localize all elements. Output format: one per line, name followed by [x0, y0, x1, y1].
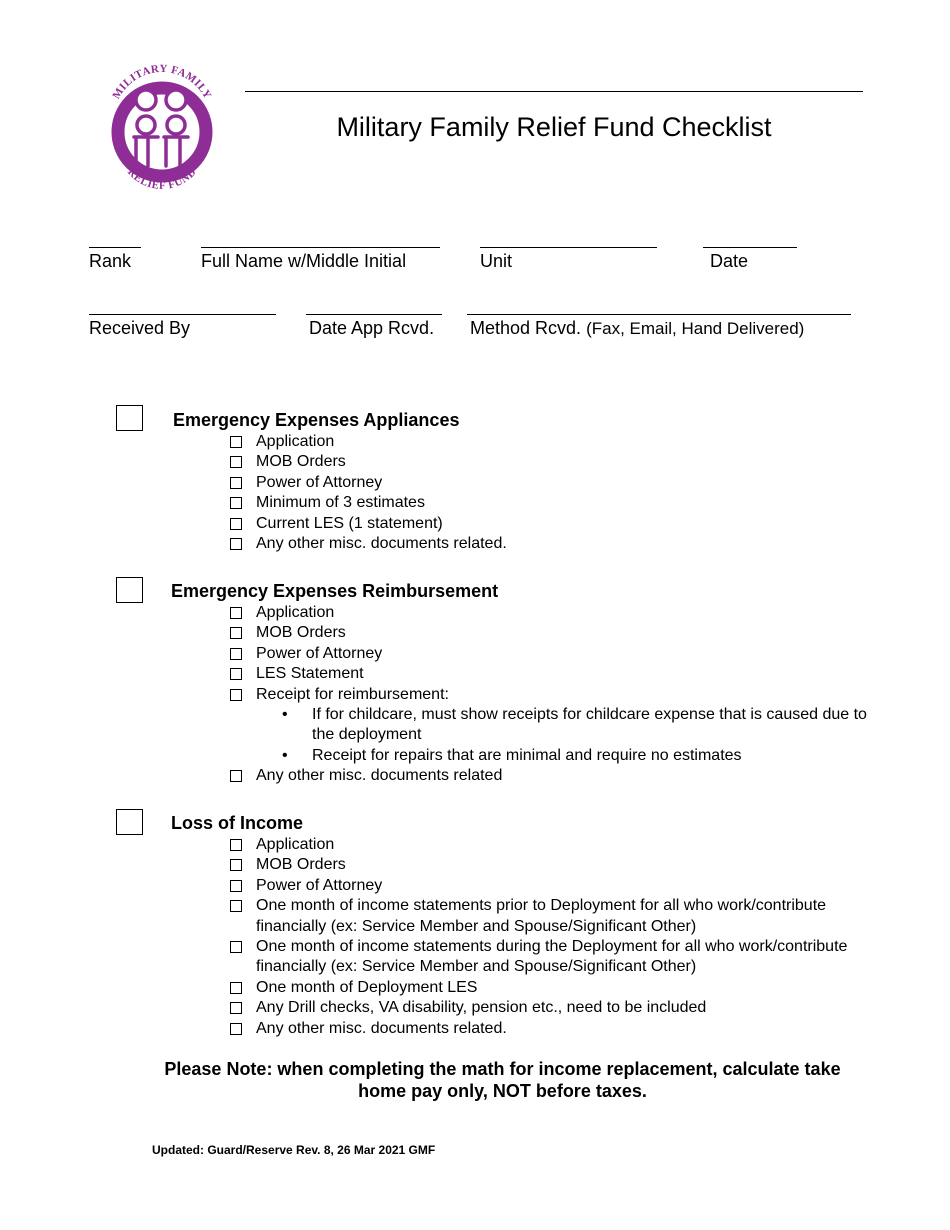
checklist-items [230, 603, 870, 787]
sub-list-item: • If for childcare, must show receipts for childcare expense that is caused due to the deployment [230, 705, 870, 746]
item-checkbox[interactable] [230, 607, 242, 619]
list-item: Current LES (1 statement) [230, 514, 870, 534]
header-rule [245, 91, 863, 92]
list-item: Any other misc. documents related [230, 766, 870, 786]
list-item: Power of Attorney [230, 473, 870, 493]
list-item: Any Drill checks, VA disability, pension etc., need to be included [230, 998, 870, 1018]
item-checkbox[interactable] [230, 880, 242, 892]
item-checkbox[interactable] [230, 900, 242, 912]
received-by-label: Received By [89, 318, 191, 338]
full-name-field[interactable] [201, 247, 440, 272]
list-item: LES Statement [230, 664, 870, 684]
item-checkbox[interactable] [230, 436, 242, 448]
item-checkbox[interactable] [230, 477, 242, 489]
method-rcvd-options: (Fax, Email, Hand Delivered) [586, 319, 805, 338]
page-title: Military Family Relief Fund Checklist [336, 112, 772, 142]
list-item: One month of Deployment LES [230, 978, 870, 998]
item-checkbox[interactable] [230, 518, 242, 530]
section-checkbox[interactable] [116, 809, 143, 835]
list-item: Receipt for reimbursement: [230, 685, 870, 705]
method-rcvd-text: Method Rcvd. [470, 318, 582, 338]
date-app-rcvd-label: Date App Rcvd. [309, 318, 435, 338]
section-title: Emergency Expenses Appliances [173, 410, 460, 430]
list-item: One month of income statements prior to Deployment for all who work/contribute financially (ex: Service Member and Spouse/Significant Other) [230, 896, 870, 937]
section-title: Emergency Expenses Reimbursement [171, 581, 499, 601]
unit-field[interactable] [480, 247, 657, 272]
list-item: Any other misc. documents related. [230, 534, 870, 554]
item-checkbox[interactable] [230, 538, 242, 550]
method-rcvd-label [467, 318, 851, 339]
please-note: Please Note: when completing the math for income replacement, calculate take home pay only, NOT before taxes. [164, 1059, 841, 1101]
date-label: Date [710, 251, 749, 271]
checklist-items [230, 835, 870, 1039]
list-item: Any other misc. documents related. [230, 1019, 870, 1039]
checklist-items [230, 432, 870, 554]
item-checkbox[interactable] [230, 941, 242, 953]
list-item: Power of Attorney [230, 644, 870, 664]
full-name-label: Full Name w/Middle Initial [201, 251, 407, 271]
item-checkbox[interactable] [230, 982, 242, 994]
list-item: MOB Orders [230, 855, 870, 875]
received-by-field[interactable] [89, 314, 276, 339]
bullet-icon: • [282, 706, 288, 724]
rank-field[interactable] [89, 247, 141, 272]
item-checkbox[interactable] [230, 627, 242, 639]
list-item: One month of income statements during the Deployment for all who work/contribute financially (ex: Service Member and Spouse/Significant Other) [230, 937, 870, 978]
item-checkbox[interactable] [230, 1023, 242, 1035]
list-item: Application [230, 603, 870, 623]
item-checkbox[interactable] [230, 456, 242, 468]
date-app-rcvd-field[interactable] [306, 314, 442, 339]
item-checkbox[interactable] [230, 859, 242, 871]
item-checkbox[interactable] [230, 839, 242, 851]
revision-footer: Updated: Guard/Reserve Rev. 8, 26 Mar 2021 GMF [152, 1143, 436, 1157]
section-title: Loss of Income [171, 813, 304, 833]
date-field[interactable] [703, 247, 797, 272]
item-checkbox[interactable] [230, 668, 242, 680]
bullet-icon: • [282, 746, 288, 764]
logo-top-text: MILITARY FAMILY [110, 62, 214, 102]
list-item: Minimum of 3 estimates [230, 493, 870, 513]
list-item: Application [230, 835, 870, 855]
item-checkbox[interactable] [230, 770, 242, 782]
item-checkbox[interactable] [230, 648, 242, 660]
item-checkbox[interactable] [230, 1002, 242, 1014]
list-item: MOB Orders [230, 452, 870, 472]
list-item: Application [230, 432, 870, 452]
item-checkbox[interactable] [230, 497, 242, 509]
relief-fund-logo [96, 62, 228, 196]
logo-bottom-text: RELIEF FUND [125, 165, 199, 192]
list-item: MOB Orders [230, 623, 870, 643]
section-checkbox[interactable] [116, 577, 143, 603]
sub-list-item: • Receipt for repairs that are minimal and require no estimates [230, 746, 870, 766]
method-rcvd-field[interactable] [467, 314, 851, 339]
section-checkbox[interactable] [116, 405, 143, 431]
unit-label: Unit [480, 251, 513, 271]
item-checkbox[interactable] [230, 689, 242, 701]
rank-label: Rank [89, 251, 132, 271]
list-item: Power of Attorney [230, 876, 870, 896]
